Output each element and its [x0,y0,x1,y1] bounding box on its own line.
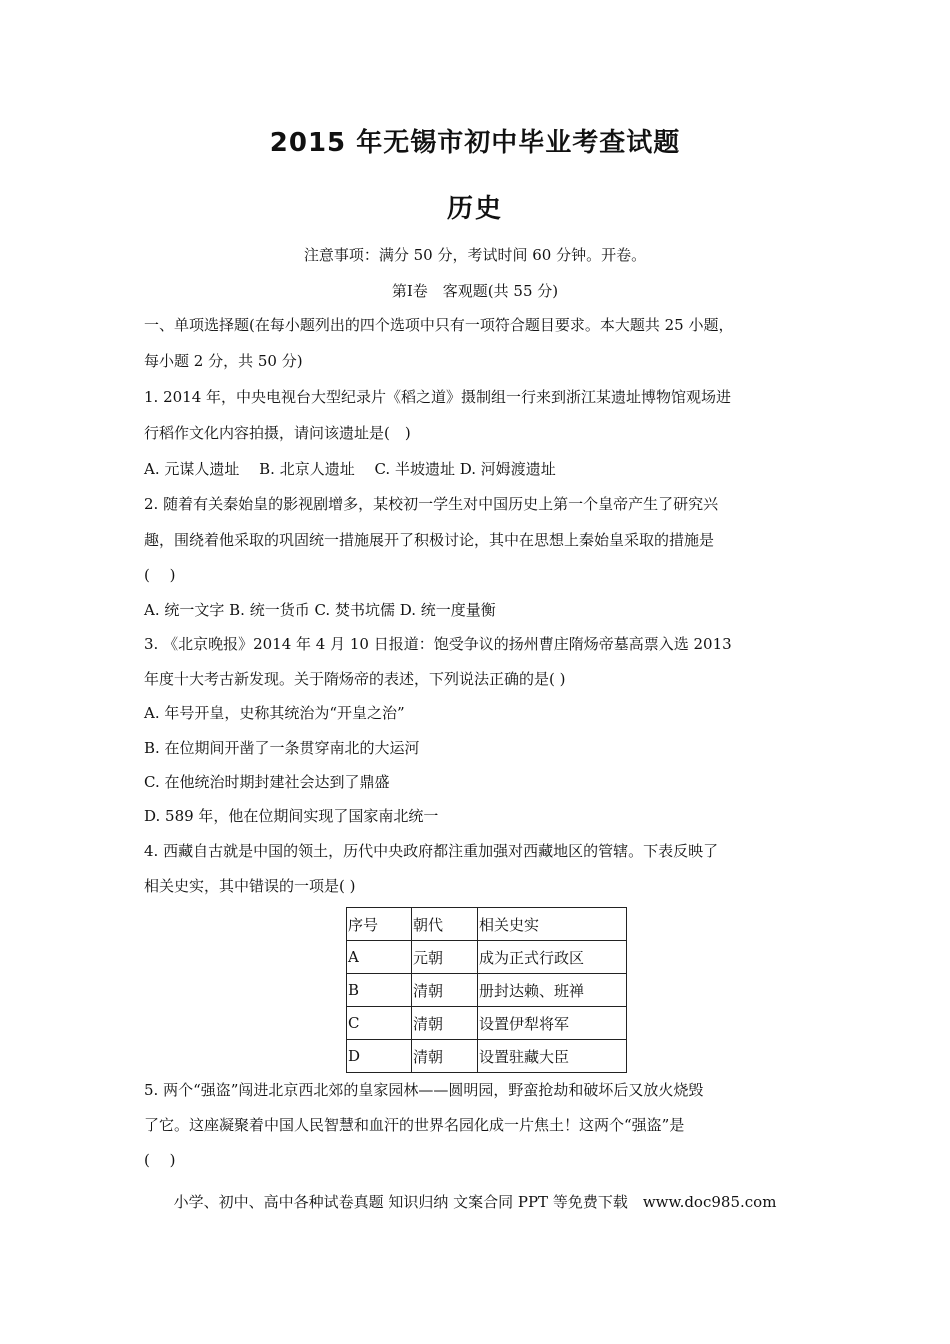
q2-stem-line1: 2. 随着有关秦始皇的影视剧增多，某校初一学生对中国历史上第一个皇帝产生了研究兴 [144,495,719,513]
table-cell: 设置伊犁将军 [478,1007,627,1040]
table-header-row [347,908,627,941]
table-cell: 清朝 [412,974,478,1007]
q3-option-d: D. 589 年，他在位期间实现了国家南北统一 [144,807,439,825]
table-cell: 清朝 [412,1040,478,1073]
table-cell: D [347,1040,412,1073]
table-cell: C [347,1007,412,1040]
q1-options: A. 元谋人遗址 B. 北京人遗址 C. 半坡遗址 D. 河姆渡遗址 [144,460,556,478]
table-cell: 清朝 [412,1007,478,1040]
section-heading-line2: 每小题 2 分，共 50 分) [144,352,303,370]
section-heading-line1: 一、单项选择题(在每小题列出的四个选项中只有一项符合题目要求。本大题共 25 小题， [144,316,734,334]
q4-stem-line1: 4. 西藏自古就是中国的领土，历代中央政府都注重加强对西藏地区的管辖。下表反映了 [144,842,719,860]
table-cell: 设置驻藏大臣 [478,1040,627,1073]
table-row [347,941,627,974]
q3-stem-line2: 年度十大考古新发现。关于隋炀帝的表述，下列说法正确的是( ) [144,670,566,688]
table-cell: 元朝 [412,941,478,974]
q1-stem-line1: 1. 2014 年，中央电视台大型纪录片《稻之道》摄制组一行来到浙江某遗址博物馆观场进 [144,388,732,406]
page-footer: 小学、初中、高中各种试卷真题 知识归纳 文案合同 PPT 等免费下载 www.doc985.com [173,1193,777,1211]
q3-option-a: A. 年号开皇，史称其统治为“开皇之治” [144,704,405,722]
q2-stem-line2: 趣，围绕着他采取的巩固统一措施展开了积极讨论，其中在思想上秦始皇采取的措施是 [144,531,715,549]
exam-notice: 注意事项：满分 50 分，考试时间 60 分钟。开卷。 [303,246,647,264]
q1-stem-line2: 行稻作文化内容拍摄，请问该遗址是( ) [144,424,411,442]
q5-stem-line1: 5. 两个“强盗”闯进北京西北郊的皇家园林——圆明园，野蛮抢劫和破坏后又放火烧毁 [144,1081,704,1099]
exam-title: 2015 年无锡市初中毕业考查试题 [269,128,681,158]
table-row [347,1007,627,1040]
q5-stem-line3: ( ) [144,1151,176,1169]
table-cell: A [347,941,412,974]
q3-stem-line1: 3. 《北京晚报》2014 年 4 月 10 日报道：饱受争议的扬州曹庄隋炀帝墓高票入选 2013 [144,635,732,653]
table-row [347,1040,627,1073]
q3-option-b: B. 在位期间开凿了一条贯穿南北的大运河 [144,739,420,757]
subject-title: 历史 [446,194,503,224]
q2-options: A. 统一文字 B. 统一货币 C. 焚书坑儒 D. 统一度量衡 [144,601,496,619]
q2-stem-line3: ( ) [144,566,176,584]
table-cell: 册封达赖、班禅 [478,974,627,1007]
part-heading: 第Ⅰ卷 客观题(共 55 分) [391,282,559,300]
q5-stem-line2: 了它。这座凝聚着中国人民智慧和血汗的世界名园化成一片焦土！这两个“强盗”是 [144,1116,685,1134]
table-header-cell: 朝代 [412,908,478,941]
table-row [347,974,627,1007]
table-header-cell: 相关史实 [478,908,627,941]
table-cell: 成为正式行政区 [478,941,627,974]
q4-stem-line2: 相关史实，其中错误的一项是( ) [144,877,356,895]
q3-option-c: C. 在他统治时期封建社会达到了鼎盛 [144,773,390,791]
table-header-cell: 序号 [347,908,412,941]
tibet-history-table [346,907,627,1073]
table-cell: B [347,974,412,1007]
